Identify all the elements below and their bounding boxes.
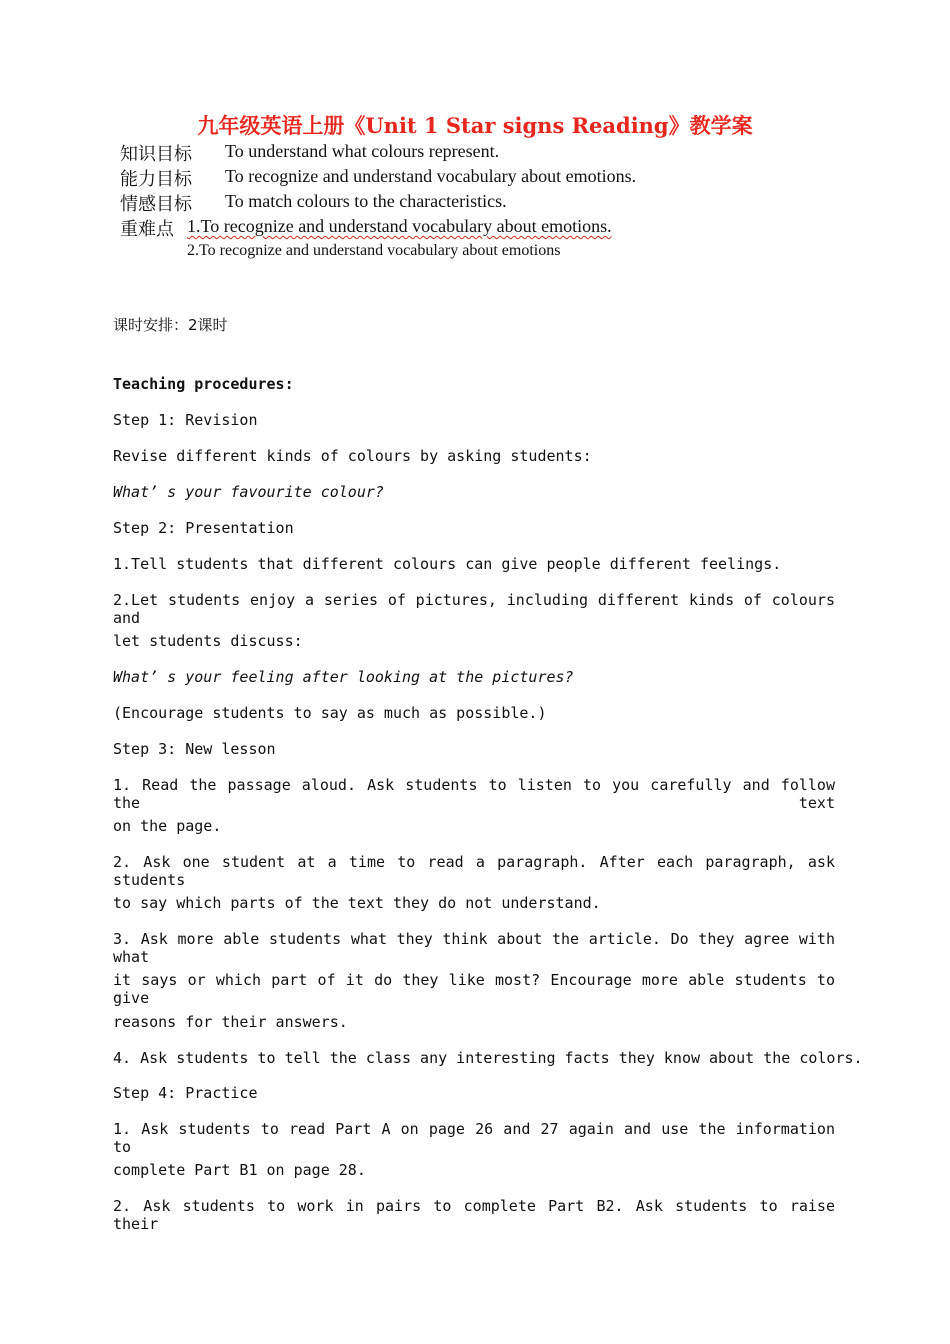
text-line: 2.Let students enjoy a series of pictures, including different kinds of colours and [113, 591, 835, 627]
text-line: What’ s your feeling after looking at the pictures? [113, 668, 574, 686]
objective-text: 1.To recognize and understand vocabulary about emotions. [187, 216, 612, 236]
text-line: 3. Ask more able students what they think about the article. Do they agree with what [113, 930, 835, 966]
procedures-heading: Teaching procedures: [113, 375, 294, 393]
text-line: What’ s your favourite colour? [113, 483, 384, 501]
text-line: 1.Tell students that different colours can give people different feelings. [113, 555, 782, 573]
text-line: 2. Ask students to work in pairs to complete Part B2. Ask students to raise their [113, 1197, 835, 1233]
text-line: on the page. [113, 817, 222, 835]
text-line: Step 4: Practice [113, 1084, 258, 1102]
text-line: 4. Ask students to tell the class any interesting facts they know about the colors. [113, 1049, 863, 1067]
objective-text: 2.To recognize and understand vocabulary about emotions [187, 242, 561, 259]
text-line: Step 2: Presentation [113, 519, 294, 537]
text-line: (Encourage students to say as much as possible.) [113, 704, 547, 722]
objective-label: 知识目标 [120, 144, 192, 165]
document-title: 九年级英语上册《Unit 1 Star signs Reading》教学案 [197, 113, 753, 138]
objective-label: 能力目标 [120, 169, 192, 190]
text-line: Step 1: Revision [113, 411, 258, 429]
text-line: Step 3: New lesson [113, 740, 276, 758]
objective-text: To understand what colours represent. [225, 141, 500, 161]
text-line: 2. Ask one student at a time to read a paragraph. After each paragraph, ask students [113, 853, 835, 889]
text-line: 1. Read the passage aloud. Ask students to listen to you carefully and follow the text [113, 776, 835, 812]
text-line: reasons for their answers. [113, 1013, 348, 1031]
objective-text: To recognize and understand vocabulary about emotions. [225, 166, 637, 186]
text-line: complete Part B1 on page 28. [113, 1161, 366, 1179]
text-line: 1. Ask students to read Part A on page 26 and 27 again and use the information to [113, 1120, 835, 1156]
objective-label: 情感目标 [120, 194, 192, 215]
text-line: let students discuss: [113, 632, 303, 650]
objective-text: To match colours to the characteristics. [225, 191, 507, 211]
text-line: Revise different kinds of colours by asking students: [113, 447, 592, 465]
objective-label: 重难点 [120, 219, 174, 240]
text-line: to say which parts of the text they do not understand. [113, 894, 601, 912]
text-line: it says or which part of it do they like most? Encourage more able students to give [113, 971, 835, 1007]
schedule-line: 课时安排：2课时 [113, 316, 228, 334]
